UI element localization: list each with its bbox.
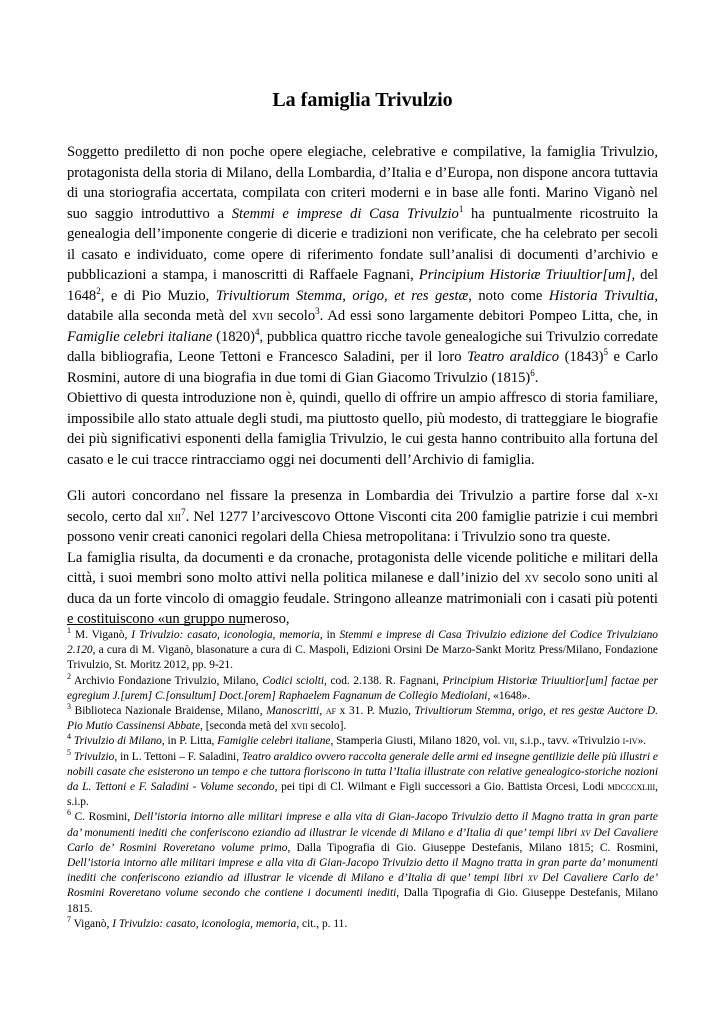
italic-title: Trivulzio di Milano xyxy=(73,735,162,748)
century-numeral: xii xyxy=(167,508,182,525)
text: (1820) xyxy=(212,328,256,345)
italic-title: Historia Trivultia xyxy=(548,287,655,304)
text: e Carlo Rosmini, autore di una biografia in due tomi di Gian Giacomo Trivulzio (1815) xyxy=(67,349,658,386)
text: secolo xyxy=(272,308,316,324)
volume-numeral: vii xyxy=(503,735,515,748)
document-body xyxy=(67,142,658,630)
text: . Ad essi sono largamente debitori Pompeo Litta, che, in xyxy=(319,308,658,324)
paragraph-4 xyxy=(67,548,658,630)
century-numeral: xvii xyxy=(251,308,273,324)
text: , Dalla Tipografia di Gio. Giuseppe Destefanis, Milano 1815; C. Rosmini, xyxy=(287,841,658,854)
shelfmark: af xyxy=(325,705,337,718)
text: , s.i.p., tavv. «Trivulzio xyxy=(514,735,623,748)
footnote-ref: 1 xyxy=(458,203,464,214)
italic-title: Stemmi e imprese di Casa Trivulzio edizione del Codice Trivulziano 2.120 xyxy=(67,629,658,657)
text: , pubblica quattro ricche tavole genealogiche sui Trivulzio corredate dalla bibliografia, Leone Tettoni e Francesco Saladini, per il loro xyxy=(67,328,659,365)
century-numeral: xv xyxy=(524,570,539,586)
text: (1843) xyxy=(559,349,604,365)
text: . Nel 1277 l’arcivescovo Ottone Visconti cita 200 famiglie patrizie i cui membri possono venir creati canonici regolari della Chiesa metropolitana: i Trivulzio sono tra queste. xyxy=(67,508,658,545)
text: , «1648». xyxy=(487,689,531,702)
italic-title: Teatro araldico ovvero raccolta generale delle armi ed insegne gentilizie delle più illustri e nobili casate che esisterono un tempo e che tuttora fioriscono in tutta l’Italia illustrate con relative genealogico-storiche nozioni da L. Tettoni e F. Saladini - Volume secondo xyxy=(67,750,658,794)
footnote-5 xyxy=(67,747,658,811)
footnote-3 xyxy=(67,704,658,734)
footnote-ref: 6 xyxy=(530,367,535,378)
italic-title: Principium Historiæ Triuultior[um] xyxy=(418,267,632,283)
text: secolo]. xyxy=(307,720,347,733)
footnote-number: 4 xyxy=(67,732,71,742)
text: , Dalla Tipografia di Gio. Giuseppe Destefanis, Milano 1815. xyxy=(67,887,658,915)
text: Archivio Fondazione Trivulzio, Milano, xyxy=(71,674,263,687)
text: , pei tipi di Cl. Wilmant e Figli successori a Gio. Battista Orcesi, Lodi xyxy=(274,781,608,794)
book-numeral: xv xyxy=(527,872,538,885)
italic-title: Trivulzio xyxy=(73,750,115,763)
footnote-number: 3 xyxy=(67,702,71,712)
text: , [seconda metà del xyxy=(200,720,291,733)
footnote-ref: 7 xyxy=(181,506,186,517)
footnote-number: 7 xyxy=(67,915,71,925)
footnote-ref: 5 xyxy=(603,347,609,358)
italic-title: Stemmi e imprese di Casa Trivulzio xyxy=(231,205,459,222)
text: M. Viganò, xyxy=(71,629,132,641)
footnote-1 xyxy=(67,628,658,674)
text: ha puntualmente ricostruito la genealogia dell’imponente congerie di dicerie e tradizioni non verificate, che ha celebrato per secoli il casato e individuato, come opere di riferimento fondate sull’analisi di documenti d’archivio e pubblicazioni a stampa, i manoscritti di Raffaele Fagnani, xyxy=(67,205,658,283)
paragraph-gap xyxy=(67,470,658,486)
footnote-ref: 3 xyxy=(315,306,320,317)
italic-title: I Trivulzio: casato, iconologia, memoria xyxy=(112,917,297,930)
text: , in P. Litta, xyxy=(161,735,218,748)
italic-title: Manoscritti xyxy=(266,705,320,718)
footnote-7 xyxy=(67,917,658,932)
text: ». xyxy=(637,735,647,748)
text: , cod. 2.138. R. Fagnani, xyxy=(324,674,443,687)
text: secolo sono uniti al duca da un forte vincolo di omaggio feudale. Stringono alleanze matrimoniali con i casati più potenti e costituiscono «un gruppo numeroso, xyxy=(67,570,658,627)
paragraph-3 xyxy=(67,486,658,548)
text: Biblioteca Nazionale Braidense, Milano, xyxy=(71,705,267,718)
footnote-ref: 2 xyxy=(96,285,101,296)
italic-title: Famiglie celebri italiane xyxy=(217,735,331,748)
text: , Stamperia Giusti, Milano 1820, vol. xyxy=(330,735,504,748)
page-title: La famiglia Trivulzio xyxy=(272,89,453,111)
text: , s.i.p. xyxy=(67,781,658,809)
italic-title: Principium Historiæ Triuultior[um] factae per egregium J.[urem] C.[onsultum] Doct.[orem] Raphaelem Fagnanum de Collegio Mediolani xyxy=(67,674,659,702)
text: x 31. P. Muzio, xyxy=(336,705,415,718)
text: , noto come xyxy=(468,287,549,304)
italic-title: I Trivulzio: casato, iconologia, memoria xyxy=(131,629,320,641)
text: , xyxy=(319,705,326,718)
footnote-number: 6 xyxy=(67,808,71,818)
century-numeral: x-xi xyxy=(635,488,658,504)
footnote-2 xyxy=(67,671,659,704)
italic-title: Trivultiorum Stemma, origo, et res gestæ xyxy=(215,287,469,304)
footnote-number: 2 xyxy=(67,671,71,681)
text: C. Rosmini, xyxy=(71,811,134,824)
text: , e di Pio Muzio, xyxy=(100,287,216,304)
text: , in L. Tettoni – F. Saladini, xyxy=(114,750,242,763)
paragraph-2: Obiettivo di questa introduzione non è, quindi, quello di offrire un ampio affresco di storia familiare, impossibile allo stato attuale degli studi, ma piuttosto quello, più modesto, di tratteggiare le biografie dei più significativi esponenti della famiglia Trivulzio, le cui gesta hanno contribuito alla fortuna del casato e le cui tracce rintracciamo oggi nei documenti dell’Archivio di famiglia. xyxy=(67,390,658,468)
text: Soggetto prediletto di non poche opere elegiache, celebrative e compilative, la famiglia Trivulzio, protagonista della storia di Milano, della Lombardia, d’Italia e d’Europa, non dispone ancora tuttavia di una storiografia accertata, compilata con criteri moderni e in base alle fonti. Marino Viganò nel suo saggio introduttivo a xyxy=(67,144,658,222)
text: , cit., p. 11. xyxy=(296,917,348,930)
text: , in xyxy=(319,629,340,641)
text: , a cura di M. Viganò, blasonature a cura di C. Maspoli, Edizioni Orsini De Marzo-Sankt Moritz Press/Milano, Fondazione Trivulzio, St. Moritz 2012, pp. 9-21. xyxy=(67,644,658,672)
plate-numeral: i-iv xyxy=(622,735,638,748)
footnote-number: 5 xyxy=(67,747,71,757)
text: . xyxy=(534,369,539,386)
century-numeral: xvii xyxy=(290,720,308,733)
italic-title: Del Cavaliere Carlo de’ Rosmini Roveretano volume secondo che contiene i documenti inediti xyxy=(67,872,658,900)
italic-title: Trivultiorum Stemma, origo, et res gestæ Auctore D. Pio Mutio Cassinensi Abbate xyxy=(67,705,658,733)
italic-title: Teatro araldico xyxy=(467,349,560,365)
year-numeral: mdcccxliii xyxy=(607,781,656,794)
italic-title: Codici sciolti xyxy=(262,674,325,687)
footnote-number: 1 xyxy=(67,626,71,636)
text: , databile alla seconda metà del xyxy=(67,287,658,324)
footnote-ref: 4 xyxy=(255,326,260,337)
footnote-4 xyxy=(67,734,658,749)
italic-title: Dell’istoria intorno alle militari imprese e alla vita di Gian-Jacopo Trivulzio detto il Magno tratta in gran parte da’ monumenti inediti che conferiscono eziandio ad illustrar le vicende di Milano e d’Italia di que’ tempi libri xyxy=(67,811,658,839)
italic-title: Dell’istoria intorno alle militari imprese e alla vita di Gian-Jacopo Trivulzio detto il Magno tratta in gran parte da’ monumenti inediti che conferiscono eziandio ad illustrar le vicende di Milano e d’Italia di que’ tempi libri xyxy=(67,857,658,885)
text: Gli autori concordano nel fissare la presenza in Lombardia dei Trivulzio a partire forse dal xyxy=(67,488,636,504)
footnote-separator xyxy=(67,624,245,625)
text: secolo, certo dal xyxy=(67,508,168,525)
footnotes xyxy=(67,628,658,932)
italic-title: Del Cavaliere Carlo de’ Rosmini Roveretano volume primo xyxy=(67,826,658,854)
text: , del 1648 xyxy=(67,267,658,304)
text: Viganò, xyxy=(71,917,113,930)
italic-title: Famiglie celebri italiane xyxy=(67,328,213,345)
footnote-6 xyxy=(67,810,658,916)
paragraph-1 xyxy=(67,142,658,388)
book-numeral: xv xyxy=(580,826,591,839)
text: La famiglia risulta, da documenti e da cronache, protagonista delle vicende politiche e militari della città, i suoi membri sono molto attivi nella politica milanese e dall’inizio del xyxy=(67,549,658,586)
